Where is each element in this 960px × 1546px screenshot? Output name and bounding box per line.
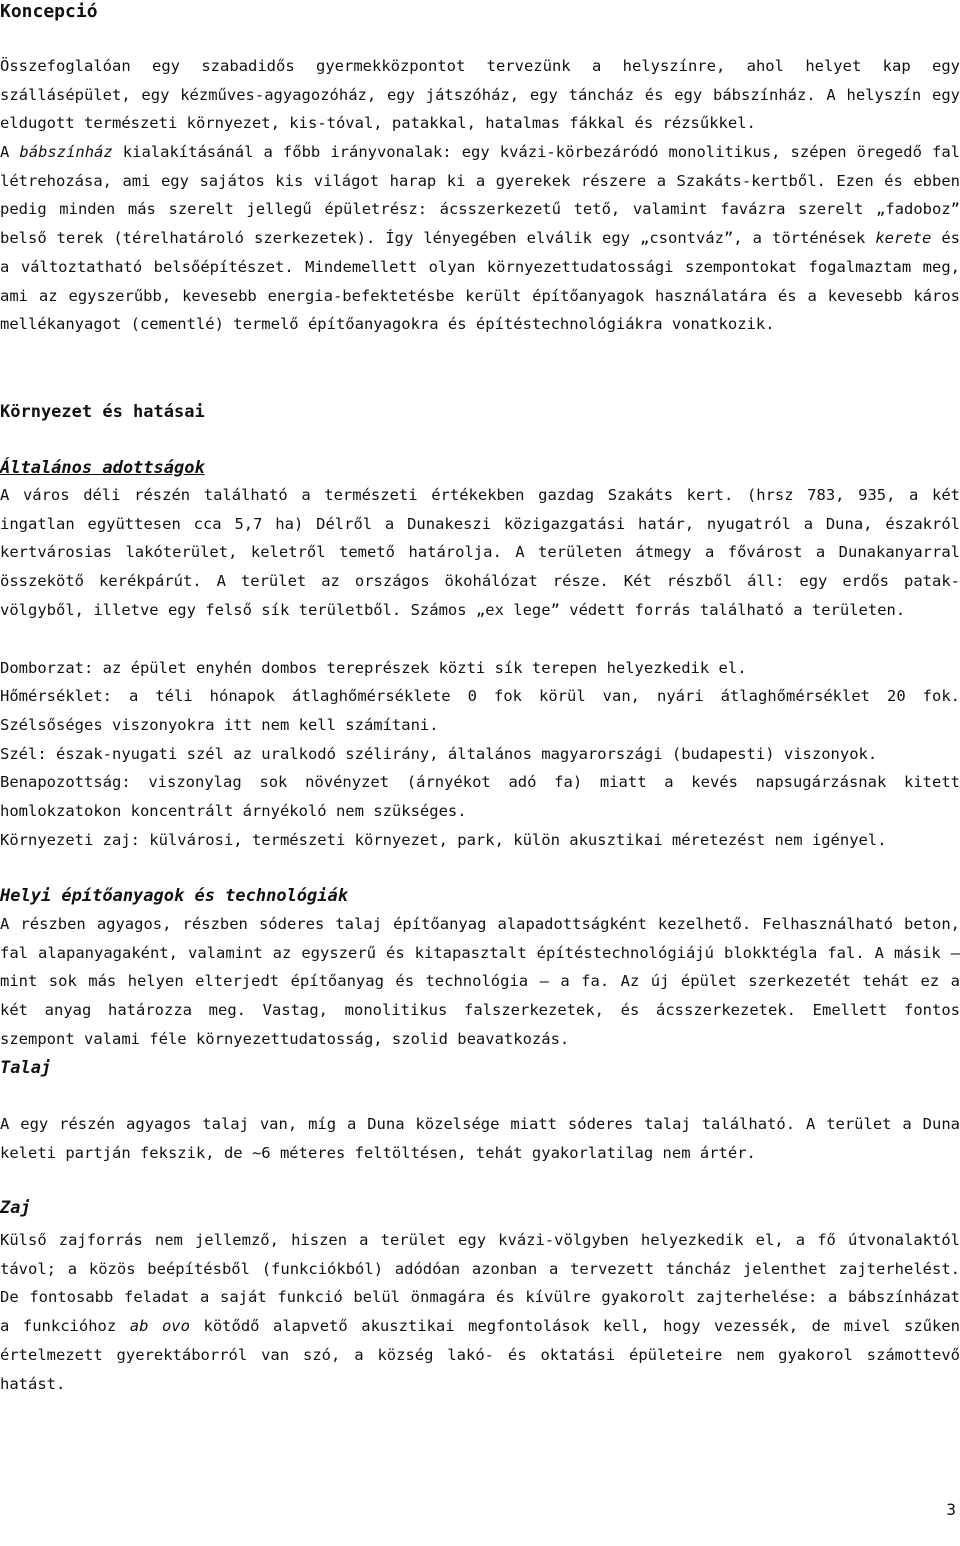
paragraph-domborzat: Domborzat: az épület enyhén dombos tereprészek közti sík terepen helyezkedik el. (0, 659, 747, 677)
text-run: Külső zajforrás nem jellemző, hiszen a terület egy kvázi-völgyben helyezkedik el, a fő útvonalaktól távol; a közös beépítésből (funkciókból) adódóan azonban a tervezett táncház jelenthet zajterhelést. De fontosabb feladat a saját funkció belül önmagára és kívülre gyakorolt zajterhelése: a bábszínházat a funkcióhoz (0, 1231, 960, 1336)
paragraph-koncepcio-summary: Összefoglalóan egy szabadidős gyermekközpontot tervezünk a helyszínre, ahol helyet kap egy szállásépület, egy kézműves-agyagozóház, egy játszóház, egy táncház és egy bábszínház. A helyszín egy eldugott természeti környezet, kis-tóval, patakkal, hatalmas fákkal és rézsűkkel. (0, 57, 960, 133)
paragraph-talaj: A egy részén agyagos talaj van, míg a Duna közelsége miatt sóderes talaj található. A terület a Duna keleti partján fekszik, de ~6 méteres feltöltésen, tehát gyakorlatilag nem ártér. (0, 1115, 960, 1162)
paragraph-babszinhaz-concept (0, 138, 960, 339)
text-run: kialakításánál a főbb irányvonalak: egy kvázi-körbezáródó monolitikus, szépen öregedő fal létrehozása, ami egy sajátos kis világot harap ki a gyerekek részere a Szakáts-kertből. Ezen és ebben pedig minden más szerelt jellegű épületrész: ácsszerkezetű tető, valamint favázra szerelt „fadoboz” belső terek (térelhatároló szerkezetek). Így lényegében elválik egy „csontváz”, a történések (0, 143, 960, 248)
paragraph-benapozottsag: Benapozottság: viszonylag sok növényzet (árnyékot adó fa) miatt a kevés napsugárzásnak kitett homlokzatokon koncentrált árnyékoló nem szükséges. (0, 773, 960, 820)
paragraph-epitoanyagok: A részben agyagos, részben sóderes talaj építőanyag alapadottságként kezelhető. Felhasználható beton, fal alapanyagaként, valamint az egyszerű és kitapasztalt építéstechnológiájú blokktégla fal. A másik – mint sok más helyen elterjedt építőanyag és technológia – a fa. Az új épület szerkezetét tehát ez a két anyag határozza meg. Vastag, monolitikus falszerkezetek, és ácsszerkezetek. Emellett fontos szempont valami féle környezettudatosság, szolid beavatkozás. (0, 915, 960, 1048)
heading-kornyezet: Környezet és hatásai (0, 402, 205, 422)
paragraph-zaj (0, 1226, 960, 1398)
subheading-zaj: Zaj (0, 1198, 31, 1218)
page-number: 3 (946, 1500, 956, 1519)
text-run: kötődő alapvető akusztikai megfontolások kell, hogy vezessék, de mivel szűken értelmezett gyerektáborról van szó, a község lakó- és oktatási épületeire nem gyakorol számottevő hatást. (0, 1317, 960, 1393)
subheading-epitoanyagok: Helyi építőanyagok és technológiák (0, 886, 348, 906)
emphasis-ab-ovo: ab ovo (129, 1317, 190, 1336)
emphasis-babszinhaz: bábszínház (19, 143, 113, 161)
emphasis-kerete: kerete (875, 229, 932, 248)
heading-koncepcio: Koncepció (0, 1, 98, 22)
paragraph-homerseklet: Hőmérséklet: a téli hónapok átlaghőmérséklete 0 fok körül van, nyári átlaghőmérséklet 20 fok. Szélsőséges viszonyokra itt nem kell számítani. (0, 687, 960, 734)
paragraph-szel: Szél: észak-nyugati szél az uralkodó szélirány, általános magyarországi (budapesti) viszonyok. (0, 745, 878, 763)
subheading-altalanos-adottsagok: Általános adottságok (0, 458, 205, 478)
text-run: A (0, 143, 20, 161)
text-run: és a változtatható belsőépítészet. Mindemellett olyan környezettudatossági szempontokat fogalmaztam meg, ami az egyszerűbb, kevesebb energia-befektetésbe került építőanyagok használatára és a kevesebb káros mellékanyagot (cementlé) termelő építőanyagokra és építéstechnológiákra vonatkozik. (0, 229, 960, 334)
paragraph-altalanos-adottsagok: A város déli részén található a természeti értékekben gazdag Szakáts kert. (hrsz 783, 935, a két ingatlan együttesen cca 5,7 ha) Délről a Dunakeszi közigazgatási határ, nyugatról a Duna, északról kertvárosias lakóterület, keletről temető határolja. A területen átmegy a fővárost a Dunakanyarral összekötő kerékpárút. A terület az országos ökohálózat része. Két részből áll: egy erdős patak-völgyből, illetve egy felső sík területből. Számos „ex lege” védett forrás található a területen. (0, 486, 960, 619)
paragraph-kornyezeti-zaj: Környezeti zaj: külvárosi, természeti környezet, park, külön akusztikai méretezést nem igényel. (0, 831, 887, 849)
subheading-talaj: Talaj (0, 1058, 52, 1078)
